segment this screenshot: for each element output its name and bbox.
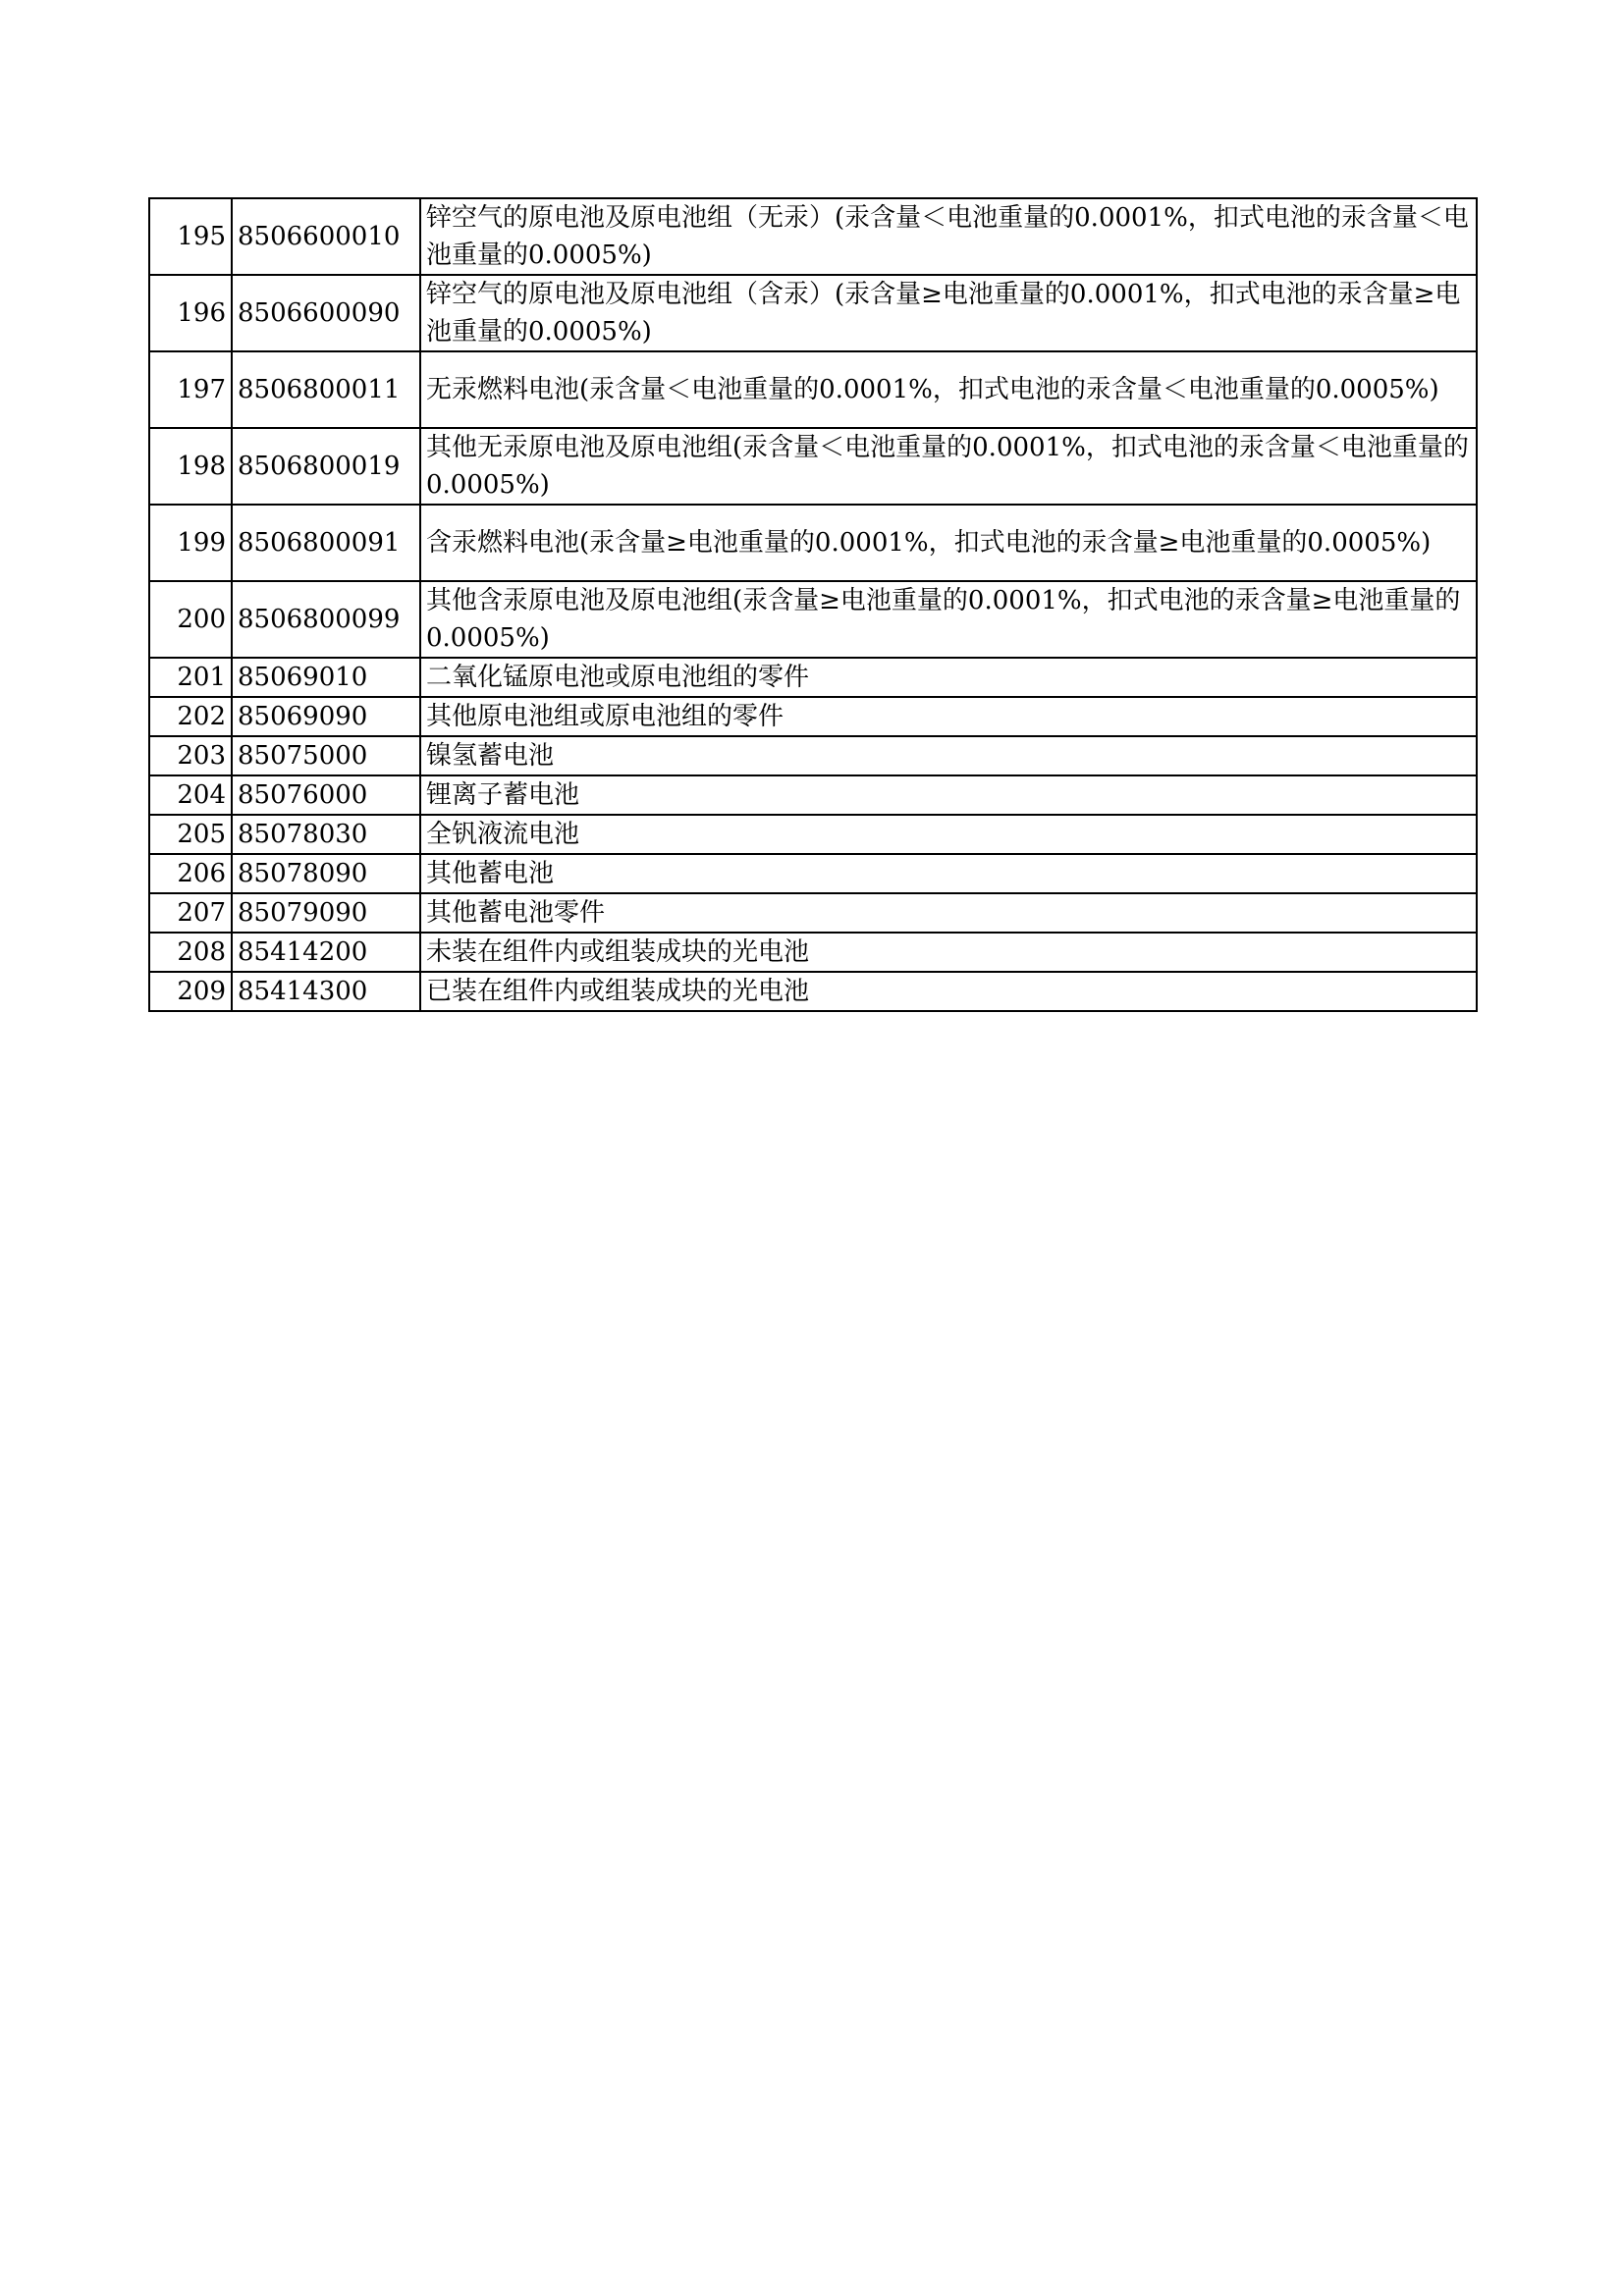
row-number: 200 [149,581,232,658]
goods-description: 其他无汞原电池及原电池组(汞含量＜电池重量的0.0001%，扣式电池的汞含量＜电池重量的0.0005%) [420,428,1477,505]
goods-description: 其他原电池组或原电池组的零件 [420,697,1477,736]
goods-description: 其他蓄电池 [420,854,1477,893]
table-row [149,351,1477,428]
row-number: 203 [149,736,232,775]
hs-code: 8506800011 [232,351,420,428]
row-number: 201 [149,658,232,697]
table-row [149,933,1477,972]
row-number: 196 [149,275,232,351]
row-number: 202 [149,697,232,736]
table-row [149,775,1477,815]
table-row [149,275,1477,351]
goods-description: 二氧化锰原电池或原电池组的零件 [420,658,1477,697]
row-number: 205 [149,815,232,854]
goods-description: 其他含汞原电池及原电池组(汞含量≥电池重量的0.0001%，扣式电池的汞含量≥电池重量的0.0005%) [420,581,1477,658]
table-row [149,505,1477,581]
row-number: 195 [149,198,232,275]
table-row [149,581,1477,658]
row-number: 197 [149,351,232,428]
goods-description: 镍氢蓄电池 [420,736,1477,775]
hs-code: 85078090 [232,854,420,893]
row-number: 206 [149,854,232,893]
hs-code: 8506800019 [232,428,420,505]
table-row [149,658,1477,697]
row-number: 208 [149,933,232,972]
goods-table [148,197,1478,1012]
row-number: 198 [149,428,232,505]
row-number: 209 [149,972,232,1011]
goods-description: 含汞燃料电池(汞含量≥电池重量的0.0001%，扣式电池的汞含量≥电池重量的0.0005%) [420,505,1477,581]
goods-description: 全钒液流电池 [420,815,1477,854]
hs-code: 85075000 [232,736,420,775]
goods-description: 未装在组件内或组装成块的光电池 [420,933,1477,972]
goods-description: 锂离子蓄电池 [420,775,1477,815]
hs-code: 85079090 [232,893,420,933]
goods-description: 其他蓄电池零件 [420,893,1477,933]
table-row [149,736,1477,775]
hs-code: 8506800091 [232,505,420,581]
hs-code: 8506800099 [232,581,420,658]
hs-code: 85078030 [232,815,420,854]
hs-code: 85069010 [232,658,420,697]
table-row [149,893,1477,933]
row-number: 199 [149,505,232,581]
goods-description: 锌空气的原电池及原电池组（无汞）(汞含量＜电池重量的0.0001%，扣式电池的汞含量＜电池重量的0.0005%) [420,198,1477,275]
hs-code: 85076000 [232,775,420,815]
table-row [149,428,1477,505]
goods-description: 锌空气的原电池及原电池组（含汞）(汞含量≥电池重量的0.0001%，扣式电池的汞含量≥电池重量的0.0005%) [420,275,1477,351]
table-row [149,697,1477,736]
table-row [149,815,1477,854]
table-row [149,972,1477,1011]
hs-code: 85414300 [232,972,420,1011]
hs-code: 8506600010 [232,198,420,275]
goods-description: 已装在组件内或组装成块的光电池 [420,972,1477,1011]
table-row [149,198,1477,275]
goods-description: 无汞燃料电池(汞含量＜电池重量的0.0001%，扣式电池的汞含量＜电池重量的0.0005%) [420,351,1477,428]
hs-code: 85414200 [232,933,420,972]
hs-code: 8506600090 [232,275,420,351]
table-row [149,854,1477,893]
row-number: 207 [149,893,232,933]
hs-code: 85069090 [232,697,420,736]
row-number: 204 [149,775,232,815]
